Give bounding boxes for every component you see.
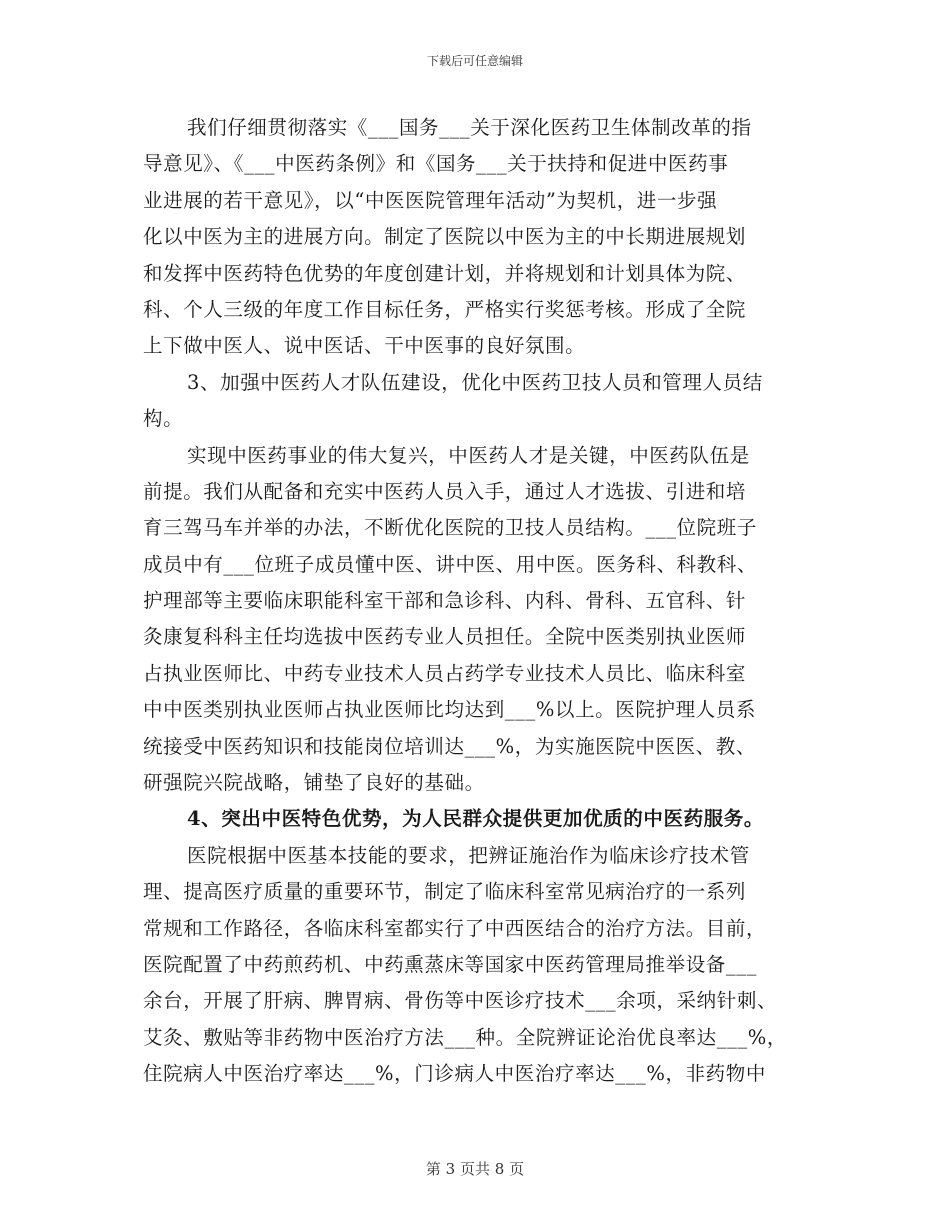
page-header: 下载后可任意编辑 (426, 54, 523, 68)
page-footer: 第 3 页共 8 页 (425, 1160, 525, 1178)
text-line: 上下做中医人、说中医话、干中医事的良好氛围。 (143, 334, 586, 358)
text-line: 构。 (143, 407, 184, 431)
text-line: 理、提高医疗质量的重要环节，制定了临床科室常见病治疗的一系列 (143, 880, 747, 904)
text-line: 育三驾马车并举的办法，不断优化医院的卫技人员结构。___位院班子 (143, 516, 757, 540)
text-line: 成员中有___位班子成员懂中医、讲中医、用中医。医务科、科教科、 (143, 552, 757, 576)
text-line: 灸康复科科主任均选拔中医药专业人员担任。全院中医类别执业医师 (143, 625, 747, 649)
text-line: 常规和工作路径，各临床科室都实行了中西医结合的治疗方法。目前， (143, 916, 767, 940)
text-line: 实现中医药事业的伟大复兴，中医药人才是关键，中医药队伍是 (187, 443, 750, 467)
text-line: 占执业医师比、中药专业技术人员占药学专业技术人员比、临床科室 (143, 661, 747, 685)
text-line: 医院根据中医基本技能的要求，把辨证施治作为临床诊疗技术管 (187, 843, 750, 867)
text-line: 我们仔细贯彻落实《___国务___关于深化医药卫生体制改革的指 (187, 116, 752, 139)
text-line: 业进展的若干意见》，以“中医医院管理年活动”为契机，进一步强 (143, 188, 718, 212)
text-line: 前提。我们从配备和充实中医药人员入手，通过人才选拔、引进和培 (143, 479, 747, 503)
text-line: 中中医类别执业医师占执业医师比均达到___%以上。医院护理人员系 (143, 698, 756, 722)
text-line: 4、突出中医特色优势，为人民群众提供更加优质的中医药服务。 (187, 807, 764, 831)
text-line: 住院病人中医治疗率达___%，门诊病人中医治疗率达___%，非药物中 (143, 1062, 766, 1086)
text-line: 医院配置了中药煎药机、中药熏蒸床等国家中医药管理局推举设备___ (143, 952, 757, 976)
text-line: 艾灸、敷贴等非药物中医治疗方法___种。全院辨证论治优良率达___%， (143, 1025, 788, 1049)
text-line: 化以中医为主的进展方向。制定了医院以中医为主的中长期进展规划 (143, 225, 747, 249)
text-line: 护理部等主要临床职能科室干部和急诊科、内科、骨科、五官科、针 (143, 589, 747, 613)
text-line: 余台，开展了肝病、脾胃病、骨伤等中医诊疗技术___余项，采纳针刺、 (143, 989, 778, 1013)
text-line: 科、个人三级的年度工作目标任务，严格实行奖惩考核。形成了全院 (143, 297, 747, 321)
text-line: 统接受中医药知识和技能岗位培训达___%，为实施医院中医医、教、 (143, 734, 756, 758)
text-line: 3、加强中医药人才队伍建设，优化中医药卫技人员和管理人员结 (187, 370, 763, 394)
text-line: 研强院兴院战略，铺垫了良好的基础。 (143, 771, 485, 795)
text-line: 和发挥中医药特色优势的年度创建计划，并将规划和计划具体为院、 (143, 261, 747, 285)
text-line: 导意见》、《___中医药条例》和《国务___关于扶持和促进中医药事 (143, 152, 729, 176)
document-body (143, 110, 813, 1093)
